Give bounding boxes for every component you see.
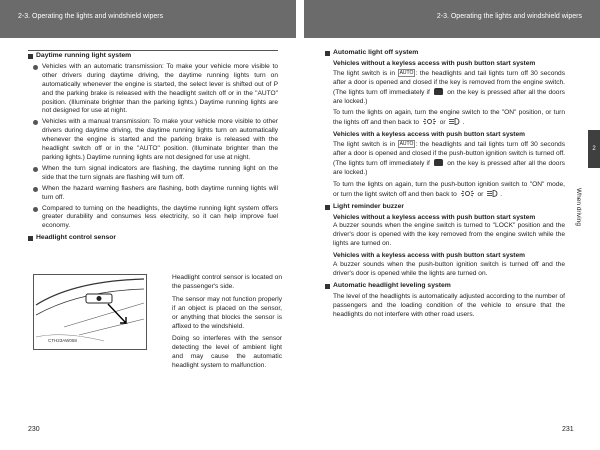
sensor-section-heading: Headlight control sensor [28,234,278,243]
left-page-header [0,0,296,38]
subheading: Vehicles with a keyless access with push button start system [333,131,526,139]
left-header-title: 2-3. Operating the lights and windshield wipers [18,13,164,20]
section-square-icon [325,51,330,56]
tail-light-icon [423,118,436,125]
leveling-heading: Automatic headlight leveling system [325,282,565,291]
bullet-dot-icon [33,65,38,70]
auto-switch-icon: AUTO [399,141,414,148]
section-square-icon [325,284,330,289]
chapter-side-label [572,188,584,268]
section-square-icon [325,205,330,210]
sensor-paragraph: The sensor may not function properly if an object is placed on the sensor, or anything that blocks the sensor is affixed to the windshield. [172,295,282,330]
figure-code: CTH23AW058 [48,338,77,343]
bullet-dot-icon [33,187,38,192]
subheading: Vehicles with a keyless access with push button start system [333,252,526,260]
drl-section-heading: Daytime running light system [28,50,278,61]
right-header-title: 2-3. Operating the lights and windshield wipers [436,13,582,20]
drl-bullet: When the hazard warning flashers are flashing, both daytime running lights will turn off. [28,185,278,203]
sensor-paragraph: Headlight control sensor is located on the passenger's side. [172,274,282,290]
drl-bullet: When the turn signal indicators are flashing, the daytime running light on the side that the turn signals are flashing will turn off. [28,165,278,183]
headlight-icon [487,190,498,197]
paragraph: A buzzer sounds when the push-button ignition switch is turned off and the driver's door is opened while the lights are turned on. [333,261,565,277]
chapter-number: 2 [592,146,596,152]
sensor-description [172,274,282,375]
auto-switch-icon: AUTO [399,69,414,76]
headlight-icon [449,118,460,125]
paragraph: To turn the lights on again, turn the engine switch to the "ON" position, or turn the lights off and then back to or . [333,109,565,127]
chapter-label-text: When driving [575,188,582,226]
paragraph: A buzzer sounds when the engine switch is turned to "LOCK" position and the driver's door is opened with the key removed from the engine switch while the lights are turned on. [333,222,565,248]
section-square-icon [28,236,33,241]
chapter-tab [588,130,600,168]
right-page-header [304,0,600,38]
subheading: Vehicles without a keyless access with push button start system [333,59,536,67]
paragraph: The light switch is in AUTO : the headlights and tail lights turn off 30 seconds after a door is opened and closed if the key is removed from the engine switch. (The lights turn off immediately if on the key is pressed after all the doors are locked.) [333,69,565,105]
left-page-number: 230 [28,426,40,433]
bullet-dot-icon [33,167,38,172]
auto-off-heading: Automatic light off system [325,49,565,58]
sensor-paragraph: Doing so interferes with the sensor detecting the level of ambient light and may cause the automatic headlight system to malfunction. [172,335,282,370]
tail-light-icon [461,190,474,197]
bullet-dot-icon [33,207,38,212]
paragraph: The level of the headlights is automatically adjusted according to the number of passengers and the loading condition of the vehicle to ensure that the headlights do not interfere with other road users. [333,292,565,318]
lock-button-icon [434,159,443,166]
right-page-content [325,46,565,322]
subheading: Vehicles without a keyless access with push button start system [333,213,536,221]
paragraph: The light switch is in AUTO : the headlights and tail lights turn off 30 seconds after a door is opened and closed if the push-button ignition switch is turned off. (The lights turn off immediately if on the key is pressed after all the doors are locked.) [333,141,565,176]
drl-bullet: Vehicles with a manual transmission: To make your vehicle more visible to other drivers during daytime driving, the daytime running lights turn on automatically whenever the engine is started and the parking brake is released with the headlight switch off or in the "AUTO" position. (Illuminate brighter than the parking lights.) Daytime running lights are not designed for use at night. [28,118,278,163]
page-gutter [296,0,304,450]
section-square-icon [28,54,33,59]
drl-bullet: Vehicles with an automatic transmission: To make your vehicle more visible to other drivers during daytime driving, the daytime running lights turn on automatically whenever the engine is started, the select lever is shifted out of P and the parking brake is released with the headlight switch off or in the "AUTO" position. (Illuminate brighter than the parking lights.) Daytime running lights are not designed for use at night. [28,63,278,116]
bullet-dot-icon [33,120,38,125]
paragraph: To turn the lights on again, turn the push-button ignition switch to "ON" mode, or turn the light switch off and then back to or . [333,180,565,198]
reminder-heading: Light reminder buzzer [325,203,565,212]
left-page-content [28,47,278,245]
right-page-number: 231 [562,426,574,433]
drl-bullet: Compared to turning on the headlights, the daytime running light system offers greater durability and consumes less electricity, so it can help improve fuel economy. [28,205,278,232]
lock-button-icon [434,88,443,95]
